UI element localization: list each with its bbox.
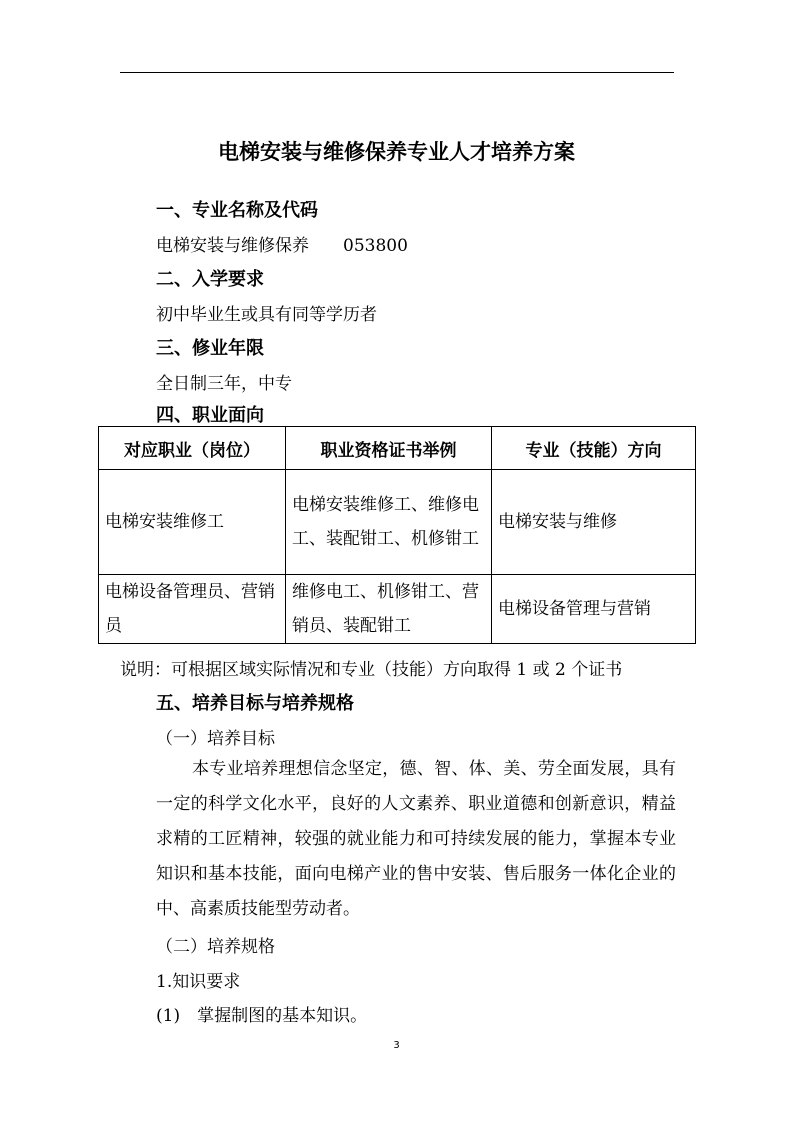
header-rule: [120, 72, 674, 73]
table-row: [99, 575, 696, 644]
section-4-heading: 四、职业面向: [156, 405, 264, 426]
section-1-heading: 一、专业名称及代码: [156, 200, 318, 221]
table-cell: 电梯设备管理员、营销员: [99, 575, 286, 644]
table-cell: 电梯设备管理与营销: [492, 575, 696, 644]
table-cell: 电梯安装维修工: [99, 470, 286, 575]
table-header-cell: 对应职业（岗位）: [99, 427, 286, 470]
table-header-cell: 职业资格证书举例: [286, 427, 492, 470]
table-cell: 维修电工、机修钳工、营销员、装配钳工: [286, 575, 492, 644]
knowledge-heading: 1.知识要求: [156, 972, 241, 992]
duration-text: 全日制三年，中专: [156, 374, 292, 394]
table-note: 说明：可根据区域实际情况和专业（技能）方向取得 1 或 2 个证书: [120, 660, 623, 680]
table-cell: 电梯安装与维修: [492, 470, 696, 575]
major-code: 053800: [343, 236, 408, 256]
table-header-row: [99, 427, 696, 470]
table-cell: 电梯安装维修工、维修电工、装配钳工、机修钳工: [286, 470, 492, 575]
subsection-goal-heading: （一）培养目标: [156, 729, 275, 749]
admission-text: 初中毕业生或具有同等学历者: [156, 305, 377, 325]
page-number: 3: [393, 1040, 400, 1051]
major-name-code: [156, 231, 408, 256]
subsection-spec-heading: （二）培养规格: [156, 937, 275, 957]
table-header-cell: 专业（技能）方向: [492, 427, 696, 470]
section-2-heading: 二、入学要求: [156, 269, 264, 290]
knowledge-item-1: (1) 掌握制图的基本知识。: [156, 1006, 368, 1026]
table-row: [99, 470, 696, 575]
section-3-heading: 三、修业年限: [156, 338, 264, 359]
document-title: 电梯安装与维修保养专业人才培养方案: [218, 140, 575, 164]
major-name: 电梯安装与维修保养: [156, 236, 309, 256]
goal-paragraph: 本专业培养理想信念坚定，德、智、体、美、劳全面发展，具有一定的科学文化水平，良好的人文素养、职业道德和创新意识，精益求精的工匠精神，较强的就业能力和可持续发展的能力，掌握本专业知识和基本技能，面向电梯产业的售中安装、售后服务一体化企业的中、高素质技能型劳动者。: [156, 759, 676, 919]
career-table: [98, 426, 696, 644]
section-5-heading: 五、培养目标与培养规格: [156, 693, 354, 714]
